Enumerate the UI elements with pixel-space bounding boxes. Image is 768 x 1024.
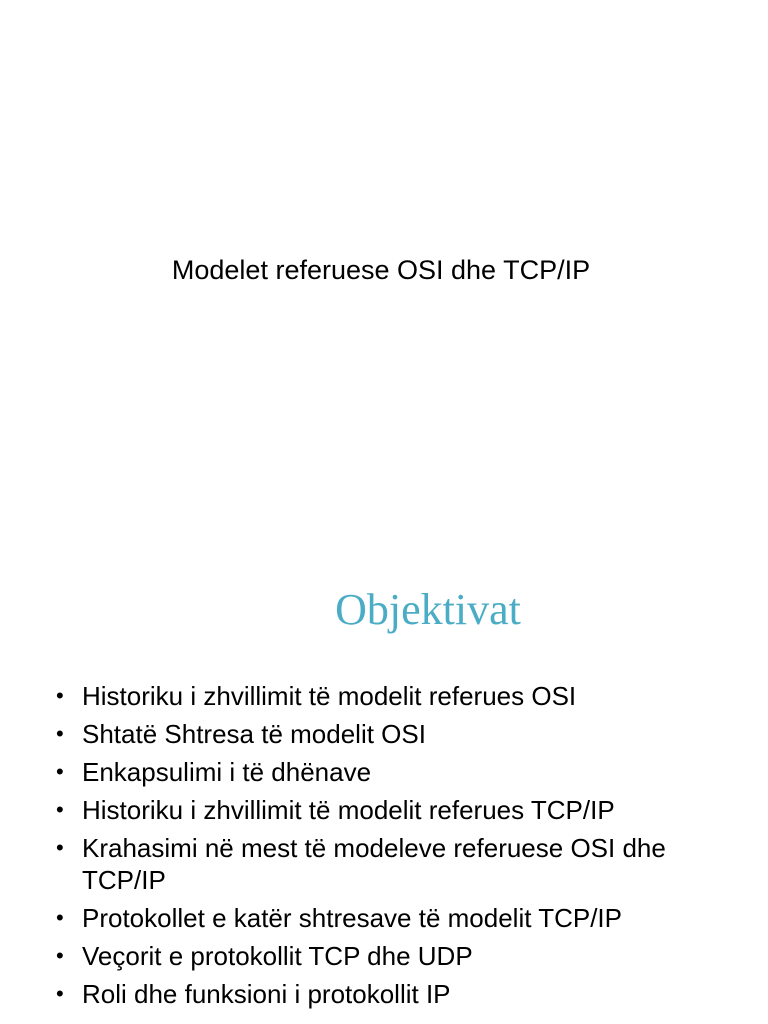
list-item-text: Krahasimi në mest të modeleve referuese OSI dhe TCP/IP (82, 833, 666, 895)
bullet-icon: • (56, 797, 64, 822)
list-item (56, 940, 756, 972)
bullet-icon: • (56, 759, 64, 784)
list-item (56, 718, 756, 750)
slide-2 (0, 540, 768, 1024)
list-item (56, 832, 756, 896)
list-item (56, 794, 756, 826)
list-item-text: Veçorit e protokollit TCP dhe UDP (82, 941, 473, 971)
list-item-text: Roli dhe funksioni i protokollit IP (82, 979, 451, 1009)
list-item (56, 680, 756, 712)
list-item (56, 978, 756, 1010)
list-item (56, 902, 756, 934)
bullet-icon: • (56, 721, 64, 746)
list-item (56, 756, 756, 788)
bullet-icon: • (56, 835, 64, 860)
list-item-text: Enkapsulimi i të dhënave (82, 757, 372, 787)
slide-1-title: Modelet referuese OSI dhe TCP/IP (171, 255, 591, 285)
objectives-list (56, 680, 756, 1016)
list-item-text: Historiku i zhvillimit të modelit referues TCP/IP (82, 795, 615, 825)
bullet-icon: • (56, 943, 64, 968)
bullet-icon: • (56, 905, 64, 930)
list-item-text: Shtatë Shtresa të modelit OSI (82, 719, 426, 749)
bullet-icon: • (56, 981, 64, 1006)
bullet-icon: • (56, 683, 64, 708)
slide-2-title: Objektivat (335, 585, 521, 634)
list-item-text: Protokollet e katër shtresave të modelit TCP/IP (82, 903, 622, 933)
list-item-text: Historiku i zhvillimit të modelit referues OSI (82, 681, 577, 711)
